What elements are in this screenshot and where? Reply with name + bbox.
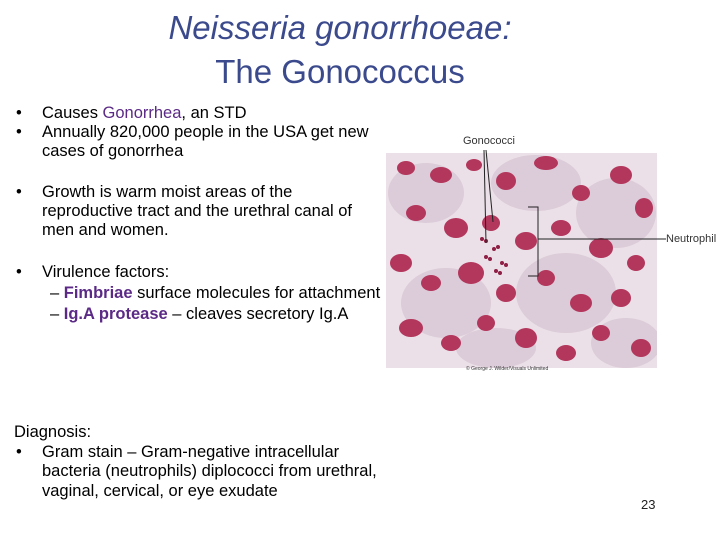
- bullet-dot: •: [16, 183, 22, 201]
- image-credit: © George J. Wilder/Visuals Unlimited: [466, 366, 549, 372]
- slide-title: [100, 6, 580, 94]
- title-line-2: The Gonococcus: [215, 53, 465, 90]
- bullet-dot: •: [16, 263, 22, 281]
- page-number: 23: [641, 497, 656, 512]
- highlight-iga-protease: Ig.A protease: [63, 305, 168, 323]
- diagnosis-item: • Gram stain – Gram-negative intracellular bacteria (neutrophils) diplococci from urethral, vaginal, cervical, or eye exudate: [16, 442, 377, 500]
- bullet-dot: •: [16, 123, 22, 141]
- micrograph-drawing: [386, 153, 657, 368]
- bullet-dot: •: [16, 442, 22, 461]
- sub-bullet-fimbriae: – Fimbriae surface molecules for attachment: [50, 284, 381, 302]
- bullet-gonorrhea: • Causes Gonorrhea, an STD: [16, 104, 247, 122]
- label-neutrophil: Neutrophil: [666, 233, 717, 245]
- bullet-dot: •: [16, 104, 22, 122]
- diagnosis-heading: Diagnosis:: [14, 423, 92, 441]
- micrograph-image: [386, 153, 657, 368]
- highlight-gonorrhea: Gonorrhea: [102, 104, 182, 122]
- label-gonococci: Gonococci: [463, 135, 515, 147]
- bullet-list: [14, 104, 384, 324]
- sub-bullet-iga-protease: – Ig.A protease – cleaves secretory Ig.A: [50, 305, 349, 323]
- highlight-fimbriae: Fimbriae: [63, 284, 133, 302]
- bullet-growth: • Growth is warm moist areas of the reproductive tract and the urethral canal of men and women.: [16, 183, 353, 239]
- diagnosis-section: [14, 423, 384, 501]
- title-line-1: Neisseria gonorrhoeae:: [168, 9, 512, 46]
- bullet-virulence: • Virulence factors:: [16, 263, 170, 281]
- bullet-annual-cases: • Annually 820,000 people in the USA get new cases of gonorrhea: [16, 123, 369, 160]
